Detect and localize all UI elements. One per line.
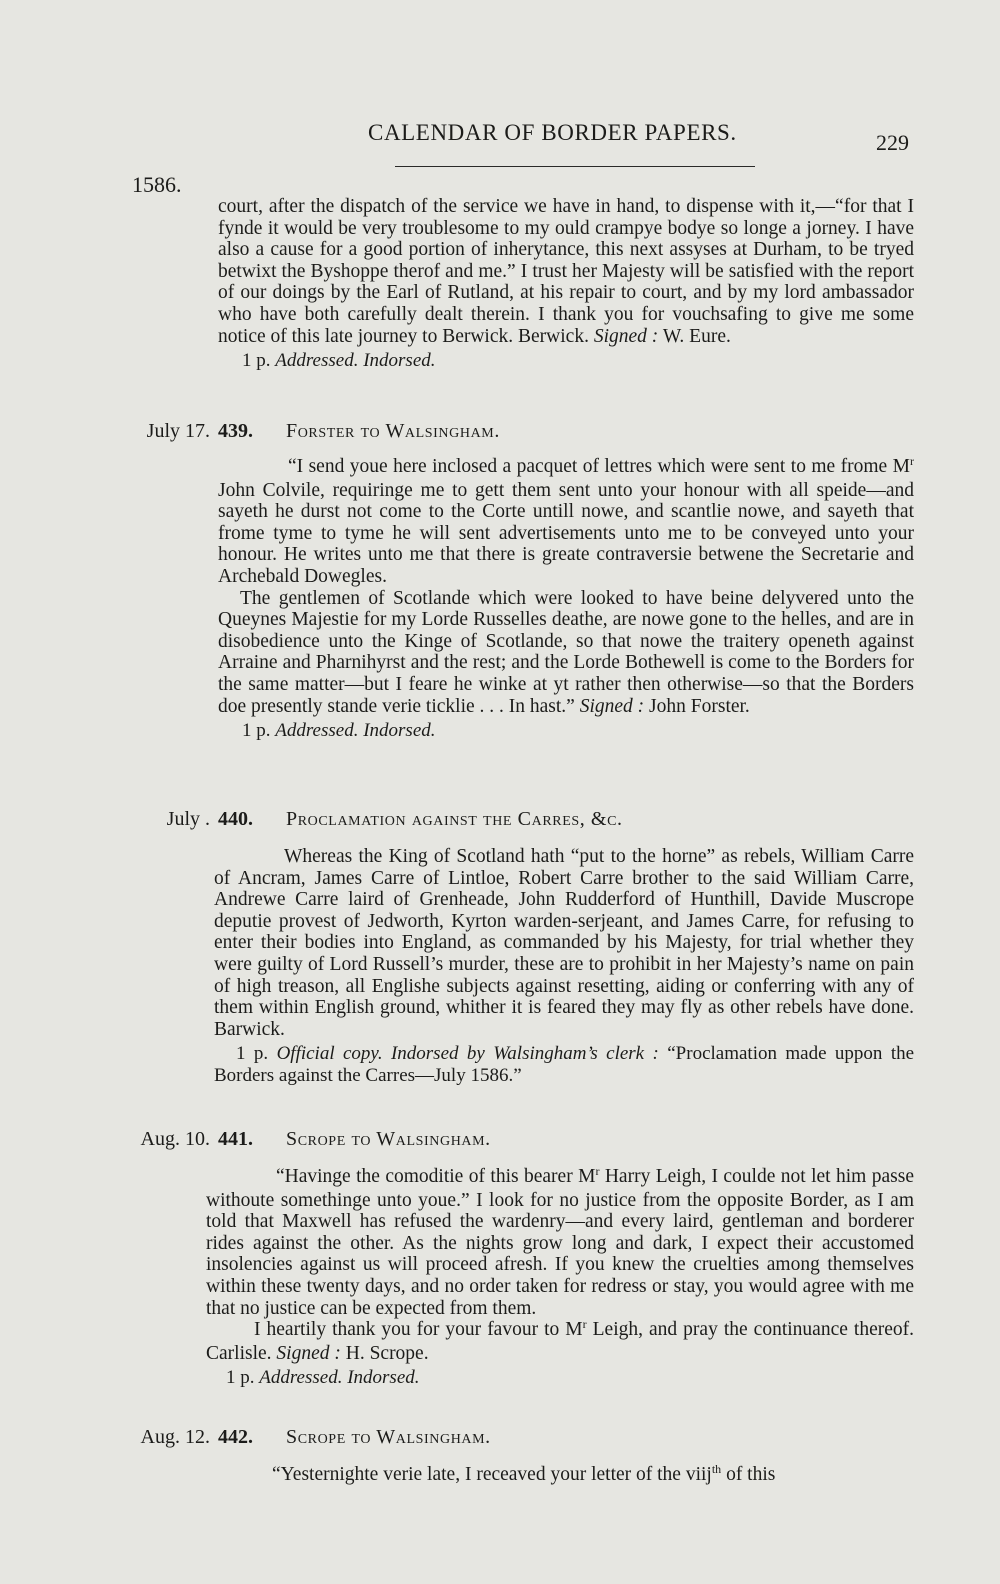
entry-note: 1 p. Official copy. Indorsed by Walsingham’s clerk : “Proclamation made uppon the Borders against the Carres—July 1586.” <box>214 1043 915 1087</box>
margin-year: 1586. <box>132 172 182 197</box>
entry-note: 1 p. Addressed. Indorsed. <box>226 1367 420 1389</box>
entry-number: 439. <box>218 420 253 442</box>
entry-paragraph: Whereas the King of Scotland hath “put to the horne” as rebels, William Carre of Ancram, James Carre of Lintloe, Robert Carre brother to the said William Carre, Andrewe Carre laird of Grenheade, John Rudderford of Hunthill, Davide Muscrope deputie provest of Jedworth, Kyrton warden-serjeant, and James Carre, for refusing to enter their bodies into England, as commanded by his Majesty, for trial whether they were guilty of Lord Russell’s murder, these are to prohibit in her Majesty’s name on pain of high treason, all Englishe subjects against resetting, aiding or conferring with any of them within English ground, whither it is feared they may fly as other rebels have done. Barwick. <box>214 846 914 1040</box>
entry-number: 442. <box>218 1426 253 1448</box>
entry-body-439 <box>218 456 914 742</box>
entry-title: Scrope to Walsingham. <box>286 1128 491 1150</box>
entry-title: Proclamation against the Carres, &c. <box>286 808 623 830</box>
entry-heading-439 <box>100 420 920 446</box>
entry-number: 441. <box>218 1128 253 1150</box>
entry-paragraph: “I send youe here inclosed a pacquet of lettres which were sent to me frome $M^r$ John Colvile, requiringe me to gett them sent unto your honour with all speide—and sayeth he durst not come to the Corte untill nowe, and scantlie nowe, and sayeth that frome tyme to tyme he will sent advertisements unto me to be conveyed unto your honour. He writes unto me that there is greate contraversie betwene the Secretarie and Archebald Dowegles. <box>218 454 914 587</box>
entry-heading-440 <box>100 808 920 834</box>
entry-paragraph: “Havinge the comoditie of this bearer $M^r$ Harry Leigh, I coulde not let him passe withoute somethinge unto youe.” I look for no justice from the opposite Border, as I am told that Maxwell has refused the wardenry—and every laird, gentleman and borderer rides against the other. As the nights grow long and dark, I expect their accustomed insolencies against us will proceed afresh. If you knew the cruelties among themselves within these twenty days, and no order taken for redress or stay, you would agree with me that no justice can be expected from them. <box>206 1164 914 1319</box>
continuation-block <box>218 196 914 372</box>
entry-heading-442 <box>100 1426 920 1452</box>
entry-paragraph: “Yesternighte verie late, I receaved your letter of the viij$^{th}$ of this <box>272 1462 776 1485</box>
entry-date: July 17. <box>146 420 210 442</box>
running-head: CALENDAR OF BORDER PAPERS. <box>368 120 737 145</box>
continuation-paragraph: court, after the dispatch of the service we have in hand, to dispense with it,—“for that I fynde it would be very troublesome to my ould crampye bodye so longe a jorney. I have also a cause for a good portion of inherytance, this next assyses at Durham, to be tryed betwixt the Byshoppe therof and me.” I trust her Majesty will be satisfied with the report of our doings by the Earl of Rutland, at his repair to court, and by my lord ambassador who have both carefully dealt therein. I thank you for vouchsafing to give me some notice of this late journey to Berwick. Berwick. Signed : W. Eure. <box>218 196 914 347</box>
continuation-note: 1 p. Addressed. Indorsed. <box>242 350 436 372</box>
entry-note: 1 p. Addressed. Indorsed. <box>242 720 436 742</box>
entry-body-442 <box>202 1464 914 1488</box>
entry-date: July . <box>166 808 210 830</box>
entry-title: Scrope to Walsingham. <box>286 1426 491 1448</box>
entry-body-440 <box>214 846 914 1087</box>
entry-paragraph: I heartily thank you for your favour to $M^r$ Leigh, and pray the continuance thereof. Carlisle. Signed : H. Scrope. <box>206 1317 914 1364</box>
entry-number: 440. <box>218 808 253 830</box>
entry-body-441 <box>206 1166 914 1389</box>
entry-heading-441 <box>100 1128 920 1154</box>
entry-date: Aug. 12. <box>140 1426 210 1448</box>
header-rule <box>395 166 755 167</box>
entry-paragraph: The gentlemen of Scotlande which were looked to have beine delyvered unto the Queynes Majestie for my Lorde Russelles deathe, are nowe gone to the helles, and are in disobedience unto the Kinge of Scotlande, so that nowe the traitery openeth against Arraine and Pharnihyrst and the rest; and the Lorde Bothewell is come to the Borders for the same matter—but I feare he winke at yt rather then otherwise—so that the Borders doe presently stande verie ticklie . . . In hast.” Signed : John Forster. <box>218 587 914 717</box>
entry-title: Forster to Walsingham. <box>286 420 500 442</box>
page-number: 229 <box>876 130 909 155</box>
entry-date: Aug. 10. <box>140 1128 210 1150</box>
